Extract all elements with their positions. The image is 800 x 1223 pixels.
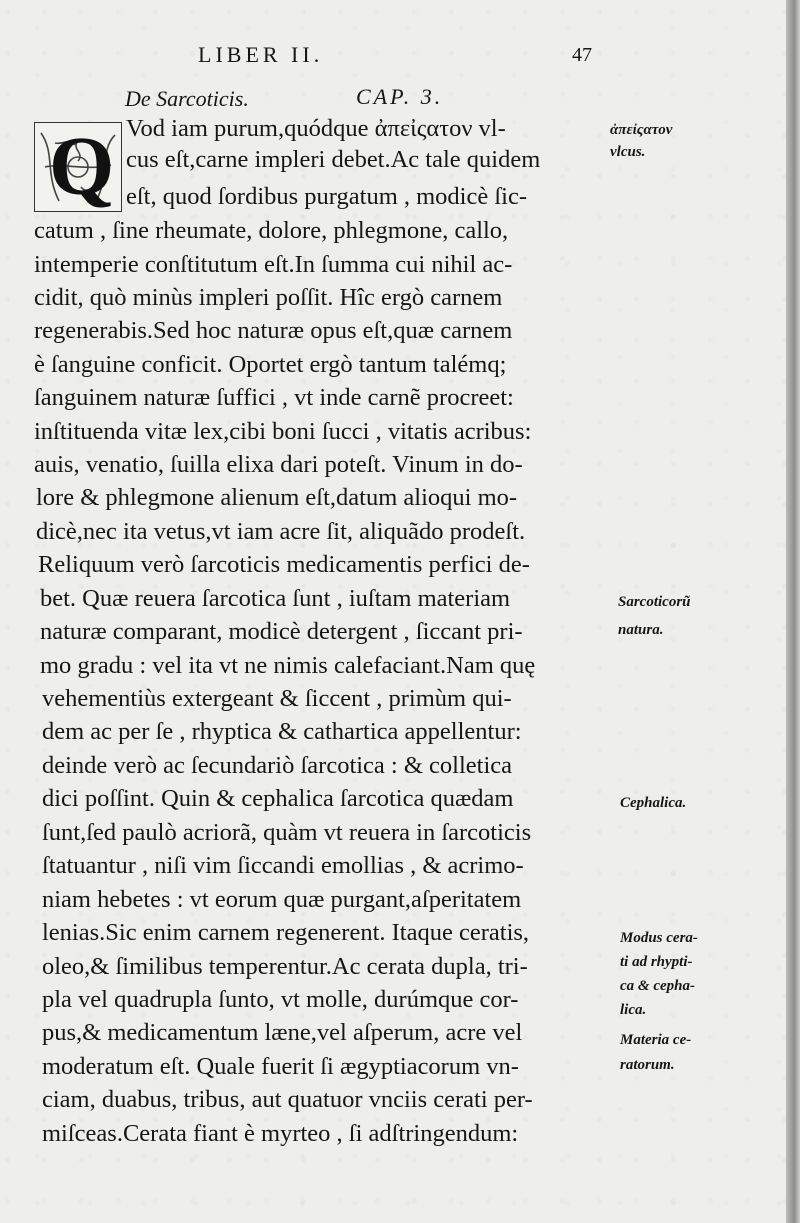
margin-note: Modus cera- <box>620 930 698 946</box>
text-line: moderatum eſt. Quale fuerit ſi ægyptiacorum vn- <box>42 1053 519 1080</box>
text-line: Reliquum verò ſarcoticis medicamentis perfici de- <box>38 551 530 578</box>
text-line: dem ac per ſe , rhyptica & cathartica appellentur: <box>42 718 522 745</box>
text-line: oleo,& ſimilibus temperentur.Ac cerata dupla, tri- <box>42 953 528 980</box>
text-line: deinde verò ac ſecundariò ſarcotica : & colletica <box>42 752 513 779</box>
chapter-number: CAP. 3. <box>356 84 444 109</box>
text-line: Vod iam purum,quódque ἀπεἰςατον vl- <box>126 115 506 142</box>
text-line: pus,& medicamentum læne,vel aſperum, acre vel <box>42 1019 523 1046</box>
margin-note: ti ad rhypti- <box>620 954 693 970</box>
text-line: ſunt,ſed paulò acriorã, quàm vt reuera in ſarcoticis <box>42 819 532 846</box>
text-line: lore & phlegmone alienum eſt,datum alioqui mo- <box>36 484 518 511</box>
text-line: cidit, quò minùs impleri poſſit. Hîc ergò carnem <box>34 284 503 311</box>
initial-letter: Q <box>49 120 115 213</box>
margin-note: natura. <box>618 622 664 638</box>
margin-note: lica. <box>620 1002 647 1018</box>
text-line: naturæ comparant, modicè detergent , ſiccant pri- <box>40 618 523 645</box>
text-line: catum , ſine rheumate, dolore, phlegmone, callo, <box>34 217 509 244</box>
text-line: cus eſt,carne impleri debet.Ac tale quidem <box>126 146 541 173</box>
margin-note: Cephalica. <box>620 795 687 811</box>
chapter-title: De Sarcoticis. <box>125 86 249 111</box>
text-line: mo gradu : vel ita vt ne nimis calefaciant.Nam quę <box>40 652 536 679</box>
text-line: niam hebetes : vt eorum quæ purgant,aſperitatem <box>42 886 522 913</box>
text-line: lenias.Sic enim carnem regenerent. Itaque ceratis, <box>42 919 530 946</box>
text-line: ſtatuantur , niſi vim ſiccandi emollias , & acrimo- <box>42 852 524 879</box>
text-line: dicè,nec ita vetus,vt iam acre ſit, aliquãdo prodeſt. <box>36 518 526 545</box>
text-line: eſt, quod ſordibus purgatum , modicè ſic- <box>126 183 528 210</box>
margin-note: ἀπεἰςατον <box>610 122 673 138</box>
text-line: intemperie conſtitutum eſt.In ſumma cui nihil ac- <box>34 251 513 278</box>
margin-note: Sarcoticorũ <box>618 594 691 610</box>
margin-note: Materia ce- <box>620 1032 692 1048</box>
page-number: 47 <box>572 44 592 66</box>
text-line: miſceas.Cerata fiant è myrteo , ſi adſtringendum: <box>42 1120 519 1147</box>
running-head: LIBER II. <box>198 42 324 67</box>
page-binding-edge <box>786 0 800 1223</box>
margin-note: vlcus. <box>610 144 646 160</box>
text-line: regenerabis.Sed hoc naturæ opus eſt,quæ carnem <box>34 317 513 344</box>
text-line: ciam, duabus, tribus, aut quatuor vnciis cerati per- <box>42 1086 533 1113</box>
text-line: dici poſſint. Quin & cephalica ſarcotica quædam <box>42 785 514 812</box>
text-line: ſanguinem naturæ ſuffici , vt inde carnẽ procreet: <box>34 384 514 411</box>
text-line: auis, venatio, ſuilla elixa dari poteſt. Vinum in do- <box>34 451 523 478</box>
text-line: inſtituenda vitæ lex,cibi boni ſucci , vitatis acribus: <box>34 418 532 445</box>
text-line: pla vel quadrupla ſunto, vt molle, durúmque cor- <box>42 986 519 1013</box>
margin-note: ratorum. <box>620 1057 675 1073</box>
text-line: è ſanguine conficit. Oportet ergò tantum talémq; <box>34 351 507 378</box>
text-line: vehementiùs extergeant & ſiccent , primùm qui- <box>42 685 512 712</box>
text-line: bet. Quæ reuera ſarcotica ſunt , iuſtam materiam <box>40 585 511 612</box>
margin-note: ca & cepha- <box>620 978 695 994</box>
